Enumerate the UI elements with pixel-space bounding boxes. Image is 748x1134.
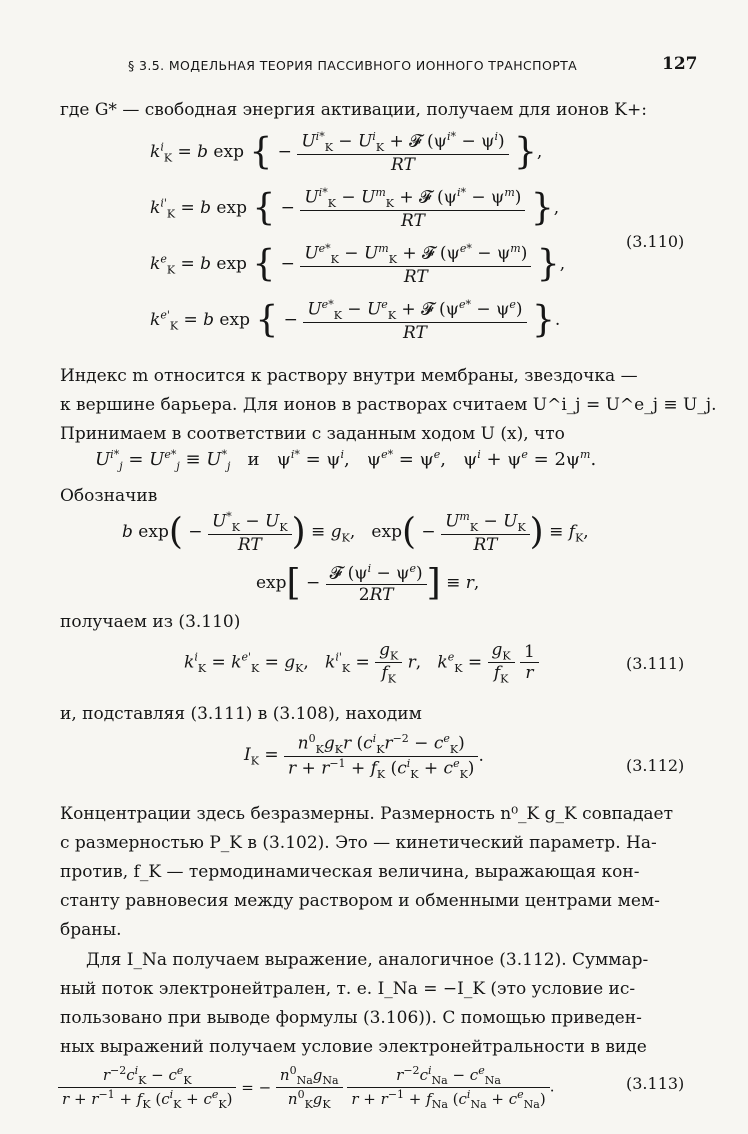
eq-number-3-112: (3.112) xyxy=(626,756,685,775)
para6-line-2: с размерностью P_K в (3.102). Это — кинетический параметр. На- xyxy=(60,833,657,853)
para4-text: получаем из (3.110) xyxy=(60,612,241,632)
para7-line-3: пользовано при выводе формулы (3.106)). С помощью приведен- xyxy=(60,1008,642,1028)
equation-3-113: $\frac{r^{-2}c^i_K - c^e_K}{r + r^{-1} + f_K (c^i_K + c^e_K)}$ = − $\frac{n^0_{Na}g_{Na}}{n^0_Kg_K}$ $\frac{r^{-2}c^i_{Na} - c^e_{Na}}{r + r^{-1} + f_{Na} (c^i_{Na} + c^e_{Na})}$ . xyxy=(58,1064,555,1111)
paragraph-concentrations xyxy=(60,800,696,945)
paragraph-sodium xyxy=(60,946,696,1062)
running-header xyxy=(0,52,748,80)
eq-def-g-f: b exp( − $\frac{U^*_K - U_K}{RT}$ ) ≡ $g_K$, exp( − $\frac{U^m_K - U_K}{RT}$ ) ≡ $f_K$, xyxy=(122,510,589,556)
paragraph-substituting xyxy=(60,700,696,729)
equation-3-111: $k^i_K = k^{e'}_K = g_K$, $k^{i'}_K$ = $\frac{g_K}{f_K}$ r, $k^e_K$ = $\frac{g_K}{f_K}$ $\frac{1}{r}$ xyxy=(184,640,539,686)
eq-number-3-111: (3.111) xyxy=(626,654,685,673)
para6-line-3: против, f_K — термодинамическая величина, выражающая кон- xyxy=(60,862,640,882)
paragraph-denote xyxy=(60,482,696,511)
para7-line-1: Для I_Na получаем выражение, аналогичное (3.112). Суммар- xyxy=(86,950,649,970)
eq-assumption: $U^{i*}_j = U^{e*}_j \equiv U^*_j$ и $\psi^{i*} = \psi^i$, $\psi^{e*} = \psi^e$, $\psi^i + \psi^e = 2\psi^m$. xyxy=(95,448,597,473)
paragraph-index-m xyxy=(60,362,717,449)
para5-text: и, подставляя (3.111) в (3.108), находим xyxy=(60,704,422,724)
para2-line-2: к вершине барьера. Для ионов в растворах считаем U^i_j = U^e_j ≡ U_j. xyxy=(60,395,717,415)
eq-3-110-row-1: $k^i_K = b$ exp { − $\frac{U^{i*}_K - U^i_K + 𝓕 (\psi^{i*} - \psi^i)}{RT}$ }, xyxy=(150,130,543,176)
paragraph-from-3-110 xyxy=(60,608,696,637)
eq-def-r: exp[ − $\frac{𝓕 (\psi^i - \psi^e)}{2RT}$ ] ≡ r, xyxy=(256,562,480,605)
eq-number-3-113: (3.113) xyxy=(626,1074,685,1093)
equation-3-112: $I_K$ = $\frac{n^0_Kg_Kr (c^i_Kr^{-2} - c^e_K)}{r + r^{-1} + f_K (c^i_K + c^e_K)}$ . xyxy=(244,732,484,782)
intro-line xyxy=(60,96,696,125)
para7-line-2: ный поток электронейтрален, т. е. I_Na = −I_K (это условие ис- xyxy=(60,979,636,999)
section-title: § 3.5. МОДЕЛЬНАЯ ТЕОРИЯ ПАССИВНОГО ИОННОГО ТРАНСПОРТА xyxy=(128,58,578,73)
eq-3-110-row-4: $k^{e'}_K = b$ exp { − $\frac{U^{e*}_K - U^e_K + 𝓕 (\psi^{e*} - \psi^e)}{RT}$ }. xyxy=(150,298,561,344)
para3-text: Обозначив xyxy=(60,486,158,506)
para2-line-1: Индекс m относится к раствору внутри мембраны, звездочка — xyxy=(60,366,638,386)
page-number: 127 xyxy=(662,54,698,74)
eq-3-110-row-2: $k^{i'}_K = b$ exp { − $\frac{U^{i*}_K - U^m_K + 𝓕 (\psi^{i*} - \psi^m)}{RT}$ }, xyxy=(150,186,560,232)
para6-line-1: Концентрации здесь безразмерны. Размерность n⁰_K g_K совпадает xyxy=(60,804,674,824)
intro-text: где G* — свободная энергия активации, получаем для ионов K+: xyxy=(60,100,647,120)
eq-3-110-row-3: $k^e_K = b$ exp { − $\frac{U^{e*}_K - U^m_K + 𝓕 (\psi^{e*} - \psi^m)}{RT}$ }, xyxy=(150,242,566,288)
para6-line-5: браны. xyxy=(60,920,122,940)
para6-line-4: станту равновесия между раствором и обменными центрами мем- xyxy=(60,891,660,911)
para7-line-4: ных выражений получаем условие электронейтральности в виде xyxy=(60,1037,647,1057)
para2-line-3: Принимаем в соответствии с заданным ходом U (x), что xyxy=(60,424,565,444)
eq-number-3-110: (3.110) xyxy=(626,232,685,251)
